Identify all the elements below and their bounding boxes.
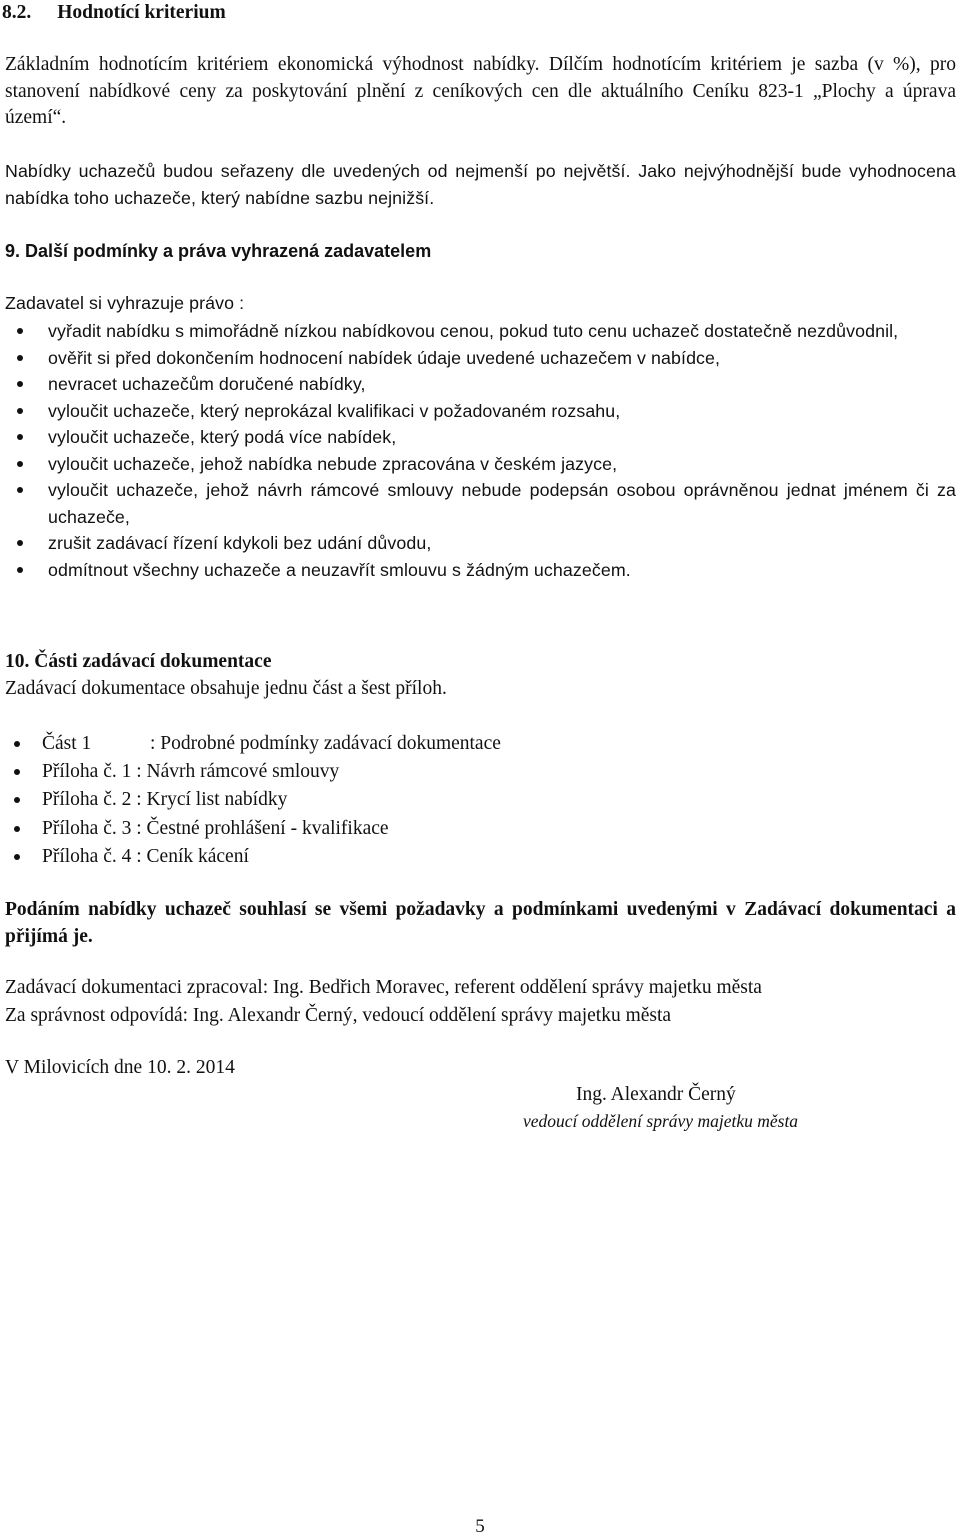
section-heading-10: 10. Části zadávací dokumentace (5, 651, 272, 672)
bullet-icon (17, 408, 23, 414)
list-item: Část 1 : Podrobné podmínky zadávací dokumentace (5, 730, 956, 758)
bullet-icon (17, 487, 23, 493)
acceptance-statement: Podáním nabídky uchazeč souhlasí se všemi požadavky a podmínkami uvedenými v Zadávací dokumentaci a přijímá je. (5, 899, 956, 947)
list-item: Příloha č. 3 : Čestné prohlášení - kvalifikace (5, 815, 956, 843)
signature-role: vedoucí oddělení správy majetku města (523, 1111, 799, 1131)
list-item: ověřit si před dokončením hodnocení nabídek údaje uvedené uchazečem v nabídce, (5, 345, 956, 372)
parts-intro: Zadávací dokumentace obsahuje jednu část a šest příloh. (5, 678, 447, 699)
rights-list (5, 318, 956, 583)
bullet-icon (17, 540, 23, 546)
ranking-paragraph: Nabídky uchazečů budou seřazeny dle uvedených od nejmenší po největší. Jako nejvýhodnější bude vyhodnocena nabídka toho uchazeče, který nabídne sazbu nejnižší. (5, 161, 956, 208)
list-item: zrušit zadávací řízení kdykoli bez udání důvodu, (5, 530, 956, 557)
parts-list (5, 730, 956, 871)
section-heading-8-2 (2, 0, 956, 27)
list-item: vyloučit uchazeče, jehož návrh rámcové smlouvy nebude podepsán osobou oprávněnou jednat jménem či za uchazeče, (5, 477, 956, 530)
bullet-icon (17, 434, 23, 440)
bullet-icon (17, 381, 23, 387)
responsible-person: Za správnost odpovídá: Ing. Alexandr Černý, vedoucí oddělení správy majetku města (5, 1005, 672, 1026)
list-item: vyloučit uchazeče, jehož nabídka nebude zpracována v českém jazyce, (5, 451, 956, 478)
evaluation-paragraph: Základním hodnotícím kritériem ekonomická výhodnost nabídky. Dílčím hodnotícím kritériem je sazba (v %), pro stanovení nabídkové ceny za poskytování plnění z ceníkových cen dle aktuálního Ceníku 823-1 „Plochy a úprava území“. (5, 54, 956, 128)
rights-intro: Zadavatel si vyhrazuje právo : (5, 293, 245, 313)
list-item: Příloha č. 2 : Krycí list nabídky (5, 786, 956, 814)
prepared-by: Zadávací dokumentaci zpracoval: Ing. Bedřich Moravec, referent oddělení správy majetku města (5, 977, 762, 998)
list-item: vyloučit uchazeče, který neprokázal kvalifikaci v požadovaném rozsahu, (5, 398, 956, 425)
list-item: Příloha č. 1 : Návrh rámcové smlouvy (5, 758, 956, 786)
list-item: odmítnout všechny uchazeče a neuzavřít smlouvu s žádným uchazečem. (5, 557, 956, 584)
bullet-icon (14, 797, 20, 803)
bullet-icon (17, 355, 23, 361)
bullet-icon (17, 461, 23, 467)
list-item: Příloha č. 4 : Ceník kácení (5, 843, 956, 871)
bullet-icon (17, 328, 23, 334)
section-title: Hodnotící kriterium (57, 2, 226, 23)
bullet-icon (14, 854, 20, 860)
bullet-icon (14, 826, 20, 832)
bullet-icon (17, 567, 23, 573)
bullet-icon (14, 741, 20, 747)
list-item: vyřadit nabídku s mimořádně nízkou nabídkovou cenou, pokud tuto cenu uchazeč dostatečně nezdůvodnil, (5, 318, 956, 345)
section-number: 8.2. (2, 2, 32, 23)
list-item: nevracet uchazečům doručené nabídky, (5, 371, 956, 398)
signature-name: Ing. Alexandr Černý (576, 1084, 736, 1105)
place-and-date: V Milovicích dne 10. 2. 2014 (5, 1057, 235, 1078)
section-heading-9: 9. Další podmínky a práva vyhrazená zadavatelem (5, 241, 432, 261)
bullet-icon (14, 769, 20, 775)
list-item: vyloučit uchazeče, který podá více nabídek, (5, 424, 956, 451)
page-number: 5 (475, 1516, 485, 1537)
